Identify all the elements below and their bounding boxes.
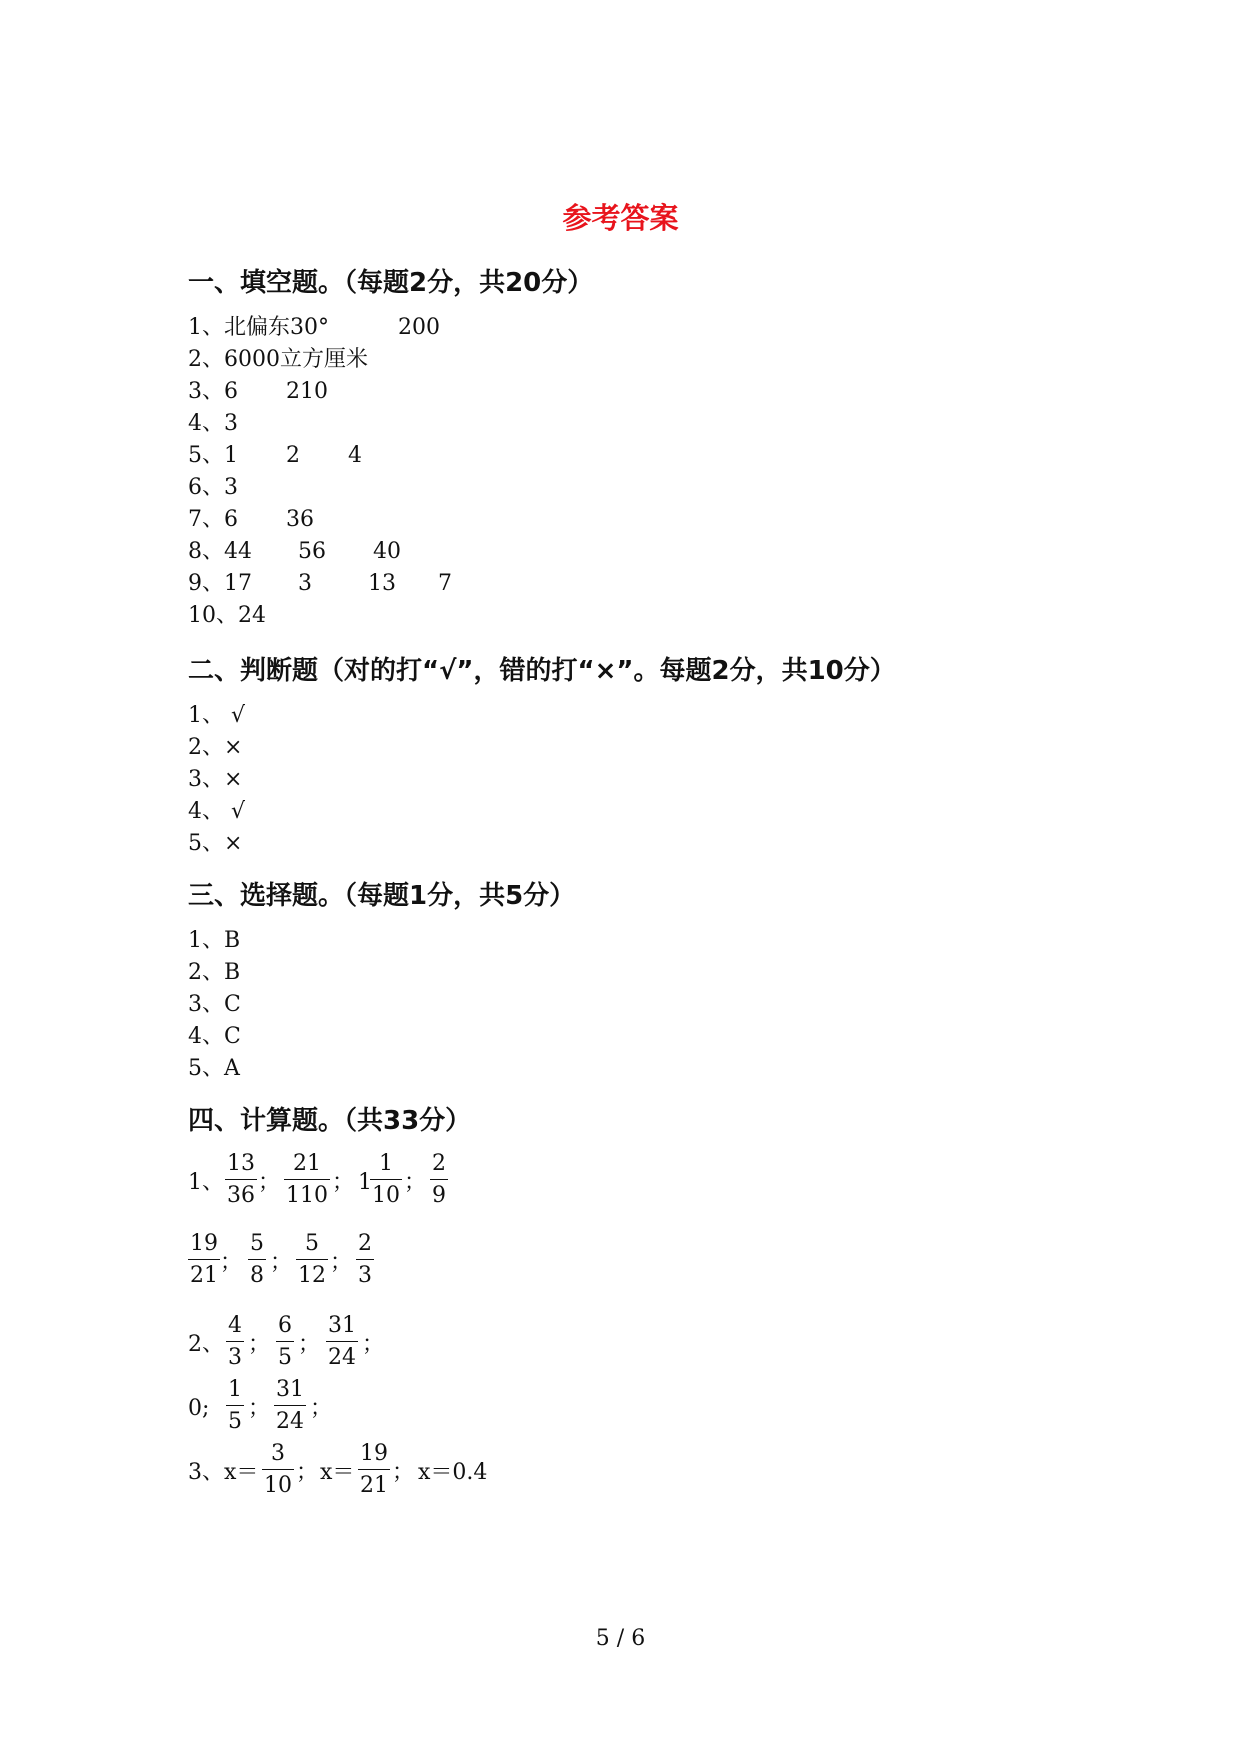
answer-line: 5、1 2 4 bbox=[188, 443, 362, 468]
page-number: 5 / 6 bbox=[595, 1626, 646, 1651]
answer-line: 3、6 210 bbox=[188, 379, 328, 404]
fraction: 13 36 bbox=[227, 1151, 255, 1208]
answer-line: 5、× bbox=[188, 831, 243, 856]
answer-line: 3、C bbox=[188, 992, 241, 1017]
fraction: 31 24 bbox=[276, 1377, 304, 1434]
answer-line: 10、24 bbox=[188, 603, 266, 628]
section-heading-calculation: 四、计算题。（共33分） bbox=[188, 1106, 472, 1136]
row-prefix: 2、 bbox=[188, 1332, 224, 1357]
answer-line: 8、44 56 40 bbox=[188, 539, 401, 564]
row-prefix: 1、 bbox=[188, 1170, 224, 1195]
separator: ； bbox=[362, 1332, 385, 1357]
answer-line: 5、A bbox=[188, 1056, 240, 1081]
separator: ； bbox=[404, 1170, 427, 1195]
separator: ； bbox=[332, 1170, 355, 1195]
section-heading-multiple-choice: 三、选择题。（每题1分，共5分） bbox=[188, 881, 576, 911]
fraction: 5 12 bbox=[298, 1231, 326, 1288]
answer-line: 3、× bbox=[188, 767, 243, 792]
separator: ； bbox=[310, 1396, 333, 1421]
fraction: 1 5 bbox=[228, 1377, 242, 1434]
separator: ； bbox=[258, 1170, 281, 1195]
fraction: 1 10 bbox=[372, 1151, 400, 1208]
fraction: 3 10 bbox=[264, 1441, 292, 1498]
section-heading-fill-blank: 一、填空题。（每题2分，共20分） bbox=[188, 268, 594, 298]
answer-line: 1、北偏东30° 200 bbox=[188, 315, 440, 340]
fraction: 19 21 bbox=[190, 1231, 218, 1288]
answer-line: 1、 √ bbox=[188, 703, 246, 728]
answer-line: 4、 √ bbox=[188, 799, 246, 824]
fraction: 4 3 bbox=[228, 1313, 242, 1370]
row-prefix: 0; bbox=[188, 1396, 210, 1421]
separator: ； bbox=[296, 1460, 319, 1485]
fraction: 21 110 bbox=[286, 1151, 328, 1208]
page-title: 参考答案 bbox=[562, 201, 679, 235]
fraction: 5 8 bbox=[250, 1231, 264, 1288]
separator: ； bbox=[248, 1396, 271, 1421]
answer-line: 2、B bbox=[188, 960, 241, 985]
separator: ； bbox=[298, 1332, 321, 1357]
answer-line: 6、3 bbox=[188, 475, 238, 500]
section-heading-true-false: 二、判断题（对的打“√”，错的打“×”。每题2分，共10分） bbox=[188, 656, 896, 686]
answer-line: 4、C bbox=[188, 1024, 241, 1049]
answer-line: 2、6000立方厘米 bbox=[188, 347, 368, 372]
fraction: 6 5 bbox=[278, 1313, 292, 1370]
fraction: 2 9 bbox=[432, 1151, 446, 1208]
separator: ； bbox=[392, 1460, 415, 1485]
whole-number: 1 bbox=[358, 1170, 372, 1195]
separator: ； bbox=[248, 1332, 271, 1357]
equation-text: x＝ bbox=[320, 1460, 355, 1485]
row-prefix: 3、x＝ bbox=[188, 1460, 259, 1485]
answer-line: 7、6 36 bbox=[188, 507, 314, 532]
answer-line: 2、× bbox=[188, 735, 243, 760]
separator: ； bbox=[330, 1250, 353, 1275]
separator: ； bbox=[220, 1250, 243, 1275]
equation-text: x＝0.4 bbox=[418, 1460, 488, 1485]
separator: ； bbox=[270, 1250, 293, 1275]
answer-line: 9、17 3 13 7 bbox=[188, 571, 452, 596]
fraction: 2 3 bbox=[358, 1231, 372, 1288]
answer-line: 1、B bbox=[188, 928, 241, 953]
answer-line: 4、3 bbox=[188, 411, 238, 436]
fraction: 19 21 bbox=[360, 1441, 388, 1498]
fraction: 31 24 bbox=[328, 1313, 356, 1370]
